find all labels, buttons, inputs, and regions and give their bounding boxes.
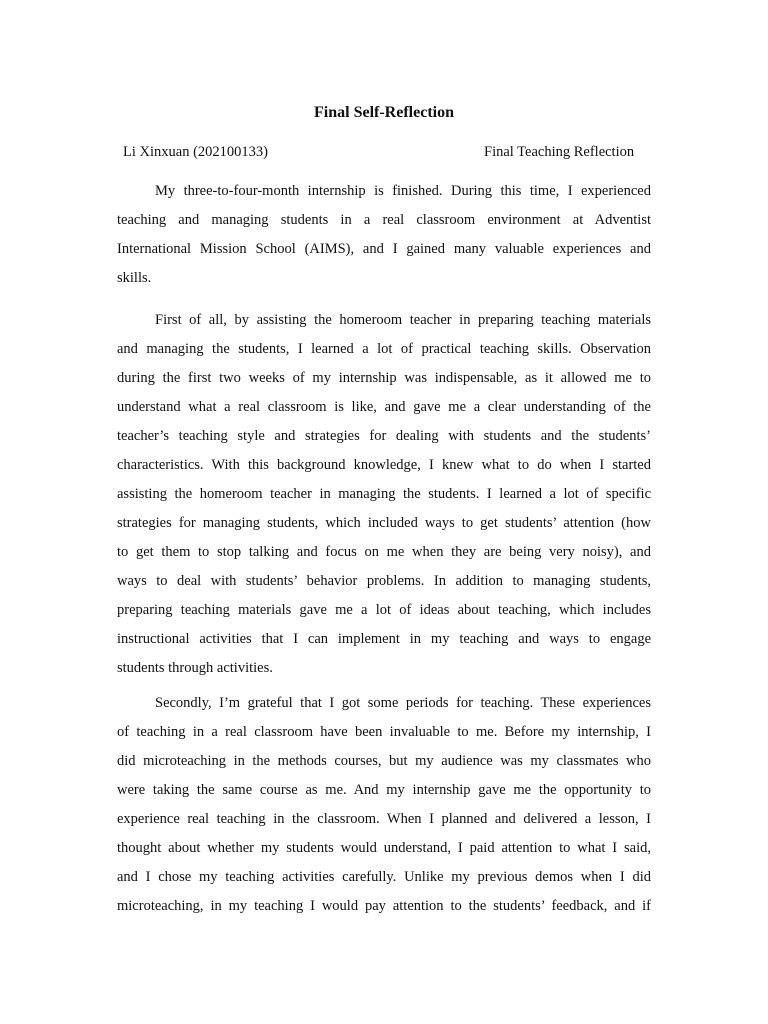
text-line: instructional activities that I can implement in my teaching and ways to engage [117,631,651,647]
text-line: and I chose my teaching activities carefully. Unlike my previous demos when I did [117,869,651,885]
text-line: strategies for managing students, which included ways to get students’ attention (how [117,515,651,531]
text-line: First of all, by assisting the homeroom teacher in preparing teaching materials [155,312,651,328]
text-line: students through activities. [117,660,273,676]
text-line: were taking the same course as me. And my internship gave me the opportunity to [117,782,651,798]
text-line: ways to deal with students’ behavior problems. In addition to managing students, [117,573,651,589]
author-line: Li Xinxuan (202100133) [123,144,268,160]
text-line: teaching and managing students in a real classroom environment at Adventist [117,212,651,228]
document-title: Final Self-Reflection [314,104,454,121]
text-line: skills. [117,270,152,286]
text-line: did microteaching in the methods courses, but my audience was my classmates who [117,753,651,769]
text-line: characteristics. With this background knowledge, I knew what to do when I started [117,457,651,473]
text-line: microteaching, in my teaching I would pay attention to the students’ feedback, and if [117,898,651,914]
document-type: Final Teaching Reflection [484,144,635,160]
text-line: understand what a real classroom is like, and gave me a clear understanding of the [117,399,651,415]
text-line: of teaching in a real classroom have been invaluable to me. Before my internship, I [117,724,651,740]
text-line: and managing the students, I learned a lot of practical teaching skills. Observation [117,341,651,357]
text-line: My three-to-four-month internship is finished. During this time, I experienced [155,183,651,199]
text-line: International Mission School (AIMS), and I gained many valuable experiences and [117,241,651,257]
text-line: assisting the homeroom teacher in managing the students. I learned a lot of specific [117,486,651,502]
text-line: preparing teaching materials gave me a lot of ideas about teaching, which includes [117,602,651,618]
text-line: during the first two weeks of my internship was indispensable, as it allowed me to [117,370,651,386]
text-line: thought about whether my students would understand, I paid attention to what I said, [117,840,651,856]
text-line: experience real teaching in the classroom. When I planned and delivered a lesson, I [117,811,651,827]
text-line: Secondly, I’m grateful that I got some periods for teaching. These experiences [155,695,651,711]
text-line: teacher’s teaching style and strategies for dealing with students and the students’ [117,428,651,444]
text-line: to get them to stop talking and focus on me when they are being very noisy), and [117,544,651,560]
